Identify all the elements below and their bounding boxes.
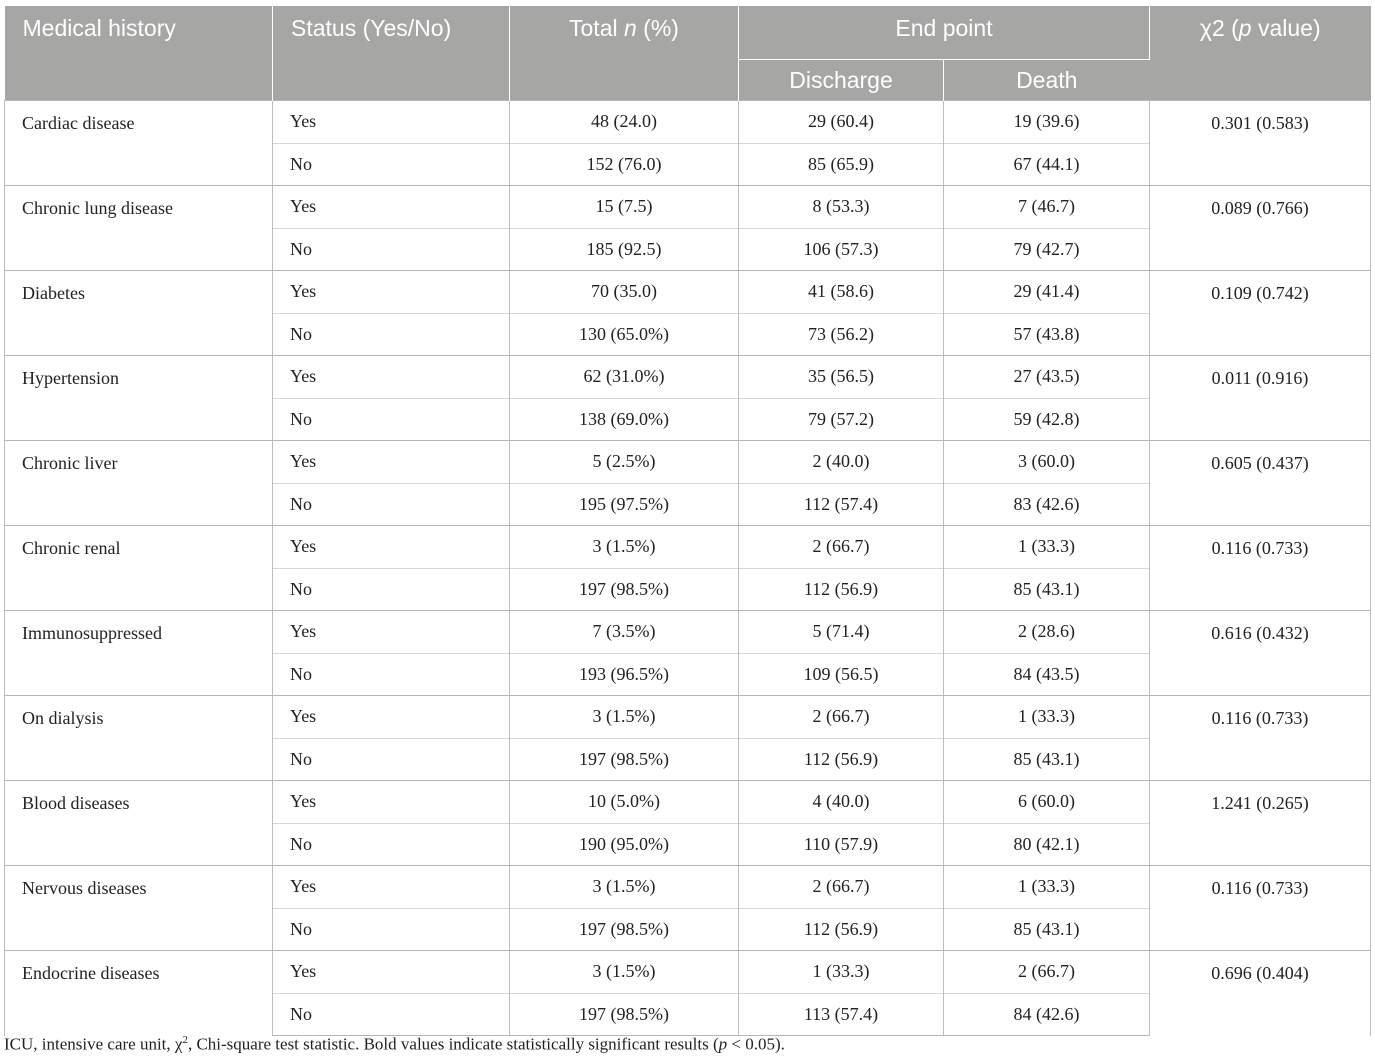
discharge-cell: 2 (66.7) <box>739 866 944 909</box>
status-cell: No <box>273 653 510 696</box>
discharge-cell: 85 (65.9) <box>739 143 944 186</box>
status-cell: No <box>273 398 510 441</box>
status-cell: No <box>273 483 510 526</box>
chi-square-cell: 0.616 (0.432) <box>1150 611 1371 696</box>
total-cell: 48 (24.0) <box>510 101 739 144</box>
death-cell: 84 (42.6) <box>944 993 1150 1036</box>
total-cell: 197 (98.5%) <box>510 908 739 951</box>
footnote-part3: < 0.05). <box>727 1034 785 1054</box>
footnote-part2: , Chi-square test statistic. Bold values indicate statistically significant results ( <box>187 1034 719 1054</box>
status-cell: Yes <box>273 696 510 739</box>
discharge-cell: 2 (66.7) <box>739 526 944 569</box>
status-cell: No <box>273 313 510 356</box>
chi-square-cell: 0.301 (0.583) <box>1150 101 1371 186</box>
death-cell: 19 (39.6) <box>944 101 1150 144</box>
discharge-cell: 2 (66.7) <box>739 696 944 739</box>
total-cell: 5 (2.5%) <box>510 441 739 484</box>
death-cell: 85 (43.1) <box>944 908 1150 951</box>
footnote-p: p <box>718 1034 728 1054</box>
chi-square-cell: 0.011 (0.916) <box>1150 356 1371 441</box>
chi-square-cell: 0.116 (0.733) <box>1150 696 1371 781</box>
condition-cell: Hypertension <box>5 356 273 441</box>
condition-cell: Cardiac disease <box>5 101 273 186</box>
table-header <box>5 6 1371 101</box>
death-cell: 84 (43.5) <box>944 653 1150 696</box>
total-cell: 10 (5.0%) <box>510 781 739 824</box>
discharge-cell: 29 (60.4) <box>739 101 944 144</box>
header-total-suffix: (%) <box>636 15 679 41</box>
death-cell: 83 (42.6) <box>944 483 1150 526</box>
total-cell: 197 (98.5%) <box>510 568 739 611</box>
table-row <box>5 186 1371 229</box>
medical-history-table <box>4 6 1371 1036</box>
chi-square-cell: 0.089 (0.766) <box>1150 186 1371 271</box>
status-cell: Yes <box>273 781 510 824</box>
total-cell: 15 (7.5) <box>510 186 739 229</box>
header-chi-square <box>1150 6 1371 101</box>
discharge-cell: 79 (57.2) <box>739 398 944 441</box>
table-row <box>5 356 1371 399</box>
discharge-cell: 73 (56.2) <box>739 313 944 356</box>
header-total-prefix: Total <box>569 15 624 41</box>
discharge-cell: 109 (56.5) <box>739 653 944 696</box>
status-cell: No <box>273 228 510 271</box>
chi-square-cell: 0.116 (0.733) <box>1150 866 1371 951</box>
death-cell: 1 (33.3) <box>944 526 1150 569</box>
total-cell: 7 (3.5%) <box>510 611 739 654</box>
discharge-cell: 8 (53.3) <box>739 186 944 229</box>
discharge-cell: 41 (58.6) <box>739 271 944 314</box>
total-cell: 3 (1.5%) <box>510 951 739 994</box>
table-row <box>5 781 1371 824</box>
header-end-point: End point <box>739 6 1150 60</box>
status-cell: Yes <box>273 271 510 314</box>
discharge-cell: 4 (40.0) <box>739 781 944 824</box>
status-cell: No <box>273 993 510 1036</box>
status-cell: Yes <box>273 866 510 909</box>
death-cell: 59 (42.8) <box>944 398 1150 441</box>
death-cell: 7 (46.7) <box>944 186 1150 229</box>
discharge-cell: 110 (57.9) <box>739 823 944 866</box>
status-cell: No <box>273 908 510 951</box>
death-cell: 2 (66.7) <box>944 951 1150 994</box>
condition-cell: On dialysis <box>5 696 273 781</box>
header-medical-history: Medical history <box>5 6 273 101</box>
chi-square-cell: 0.696 (0.404) <box>1150 951 1371 1036</box>
condition-cell: Chronic liver <box>5 441 273 526</box>
header-status: Status (Yes/No) <box>273 6 510 101</box>
death-cell: 79 (42.7) <box>944 228 1150 271</box>
table-row <box>5 271 1371 314</box>
footnote-sup: 2 <box>182 1034 188 1046</box>
death-cell: 2 (28.6) <box>944 611 1150 654</box>
status-cell: No <box>273 568 510 611</box>
death-cell: 27 (43.5) <box>944 356 1150 399</box>
header-total-n: n <box>624 15 637 41</box>
status-cell: Yes <box>273 441 510 484</box>
chi-square-cell: 0.116 (0.733) <box>1150 526 1371 611</box>
condition-cell: Immunosuppressed <box>5 611 273 696</box>
discharge-cell: 113 (57.4) <box>739 993 944 1036</box>
discharge-cell: 1 (33.3) <box>739 951 944 994</box>
death-cell: 6 (60.0) <box>944 781 1150 824</box>
table-row <box>5 696 1371 739</box>
total-cell: 3 (1.5%) <box>510 696 739 739</box>
chi-square-cell: 0.109 (0.742) <box>1150 271 1371 356</box>
status-cell: Yes <box>273 951 510 994</box>
condition-cell: Endocrine diseases <box>5 951 273 1036</box>
status-cell: No <box>273 738 510 781</box>
table-row <box>5 101 1371 144</box>
death-cell: 85 (43.1) <box>944 738 1150 781</box>
death-cell: 1 (33.3) <box>944 696 1150 739</box>
table-body <box>5 101 1371 1036</box>
death-cell: 80 (42.1) <box>944 823 1150 866</box>
table-row <box>5 526 1371 569</box>
status-cell: Yes <box>273 526 510 569</box>
header-chi-prefix: χ2 ( <box>1199 15 1239 41</box>
total-cell: 3 (1.5%) <box>510 526 739 569</box>
chi-square-cell: 1.241 (0.265) <box>1150 781 1371 866</box>
status-cell: No <box>273 823 510 866</box>
discharge-cell: 112 (57.4) <box>739 483 944 526</box>
condition-cell: Diabetes <box>5 271 273 356</box>
total-cell: 62 (31.0%) <box>510 356 739 399</box>
discharge-cell: 112 (56.9) <box>739 908 944 951</box>
discharge-cell: 5 (71.4) <box>739 611 944 654</box>
condition-cell: Blood diseases <box>5 781 273 866</box>
header-death: Death <box>944 60 1150 101</box>
death-cell: 1 (33.3) <box>944 866 1150 909</box>
header-chi-p: p <box>1238 15 1252 41</box>
status-cell: Yes <box>273 356 510 399</box>
total-cell: 152 (76.0) <box>510 143 739 186</box>
death-cell: 57 (43.8) <box>944 313 1150 356</box>
total-cell: 3 (1.5%) <box>510 866 739 909</box>
status-cell: No <box>273 143 510 186</box>
chi-square-cell: 0.605 (0.437) <box>1150 441 1371 526</box>
table-footnote <box>4 1034 785 1055</box>
total-cell: 197 (98.5%) <box>510 738 739 781</box>
total-cell: 185 (92.5) <box>510 228 739 271</box>
footnote-part1: ICU, intensive care unit, χ <box>4 1034 183 1054</box>
table-row <box>5 441 1371 484</box>
discharge-cell: 2 (40.0) <box>739 441 944 484</box>
condition-cell: Chronic lung disease <box>5 186 273 271</box>
total-cell: 190 (95.0%) <box>510 823 739 866</box>
discharge-cell: 112 (56.9) <box>739 568 944 611</box>
header-total <box>510 6 739 101</box>
header-chi-suffix: value) <box>1251 15 1321 41</box>
total-cell: 70 (35.0) <box>510 271 739 314</box>
total-cell: 130 (65.0%) <box>510 313 739 356</box>
discharge-cell: 112 (56.9) <box>739 738 944 781</box>
condition-cell: Nervous diseases <box>5 866 273 951</box>
total-cell: 193 (96.5%) <box>510 653 739 696</box>
total-cell: 138 (69.0%) <box>510 398 739 441</box>
table-container <box>4 6 1370 1036</box>
discharge-cell: 35 (56.5) <box>739 356 944 399</box>
status-cell: Yes <box>273 101 510 144</box>
death-cell: 67 (44.1) <box>944 143 1150 186</box>
total-cell: 197 (98.5%) <box>510 993 739 1036</box>
table-row <box>5 951 1371 994</box>
death-cell: 85 (43.1) <box>944 568 1150 611</box>
header-discharge: Discharge <box>739 60 944 101</box>
condition-cell: Chronic renal <box>5 526 273 611</box>
total-cell: 195 (97.5%) <box>510 483 739 526</box>
death-cell: 29 (41.4) <box>944 271 1150 314</box>
status-cell: Yes <box>273 611 510 654</box>
discharge-cell: 106 (57.3) <box>739 228 944 271</box>
table-row <box>5 611 1371 654</box>
table-row <box>5 866 1371 909</box>
death-cell: 3 (60.0) <box>944 441 1150 484</box>
status-cell: Yes <box>273 186 510 229</box>
